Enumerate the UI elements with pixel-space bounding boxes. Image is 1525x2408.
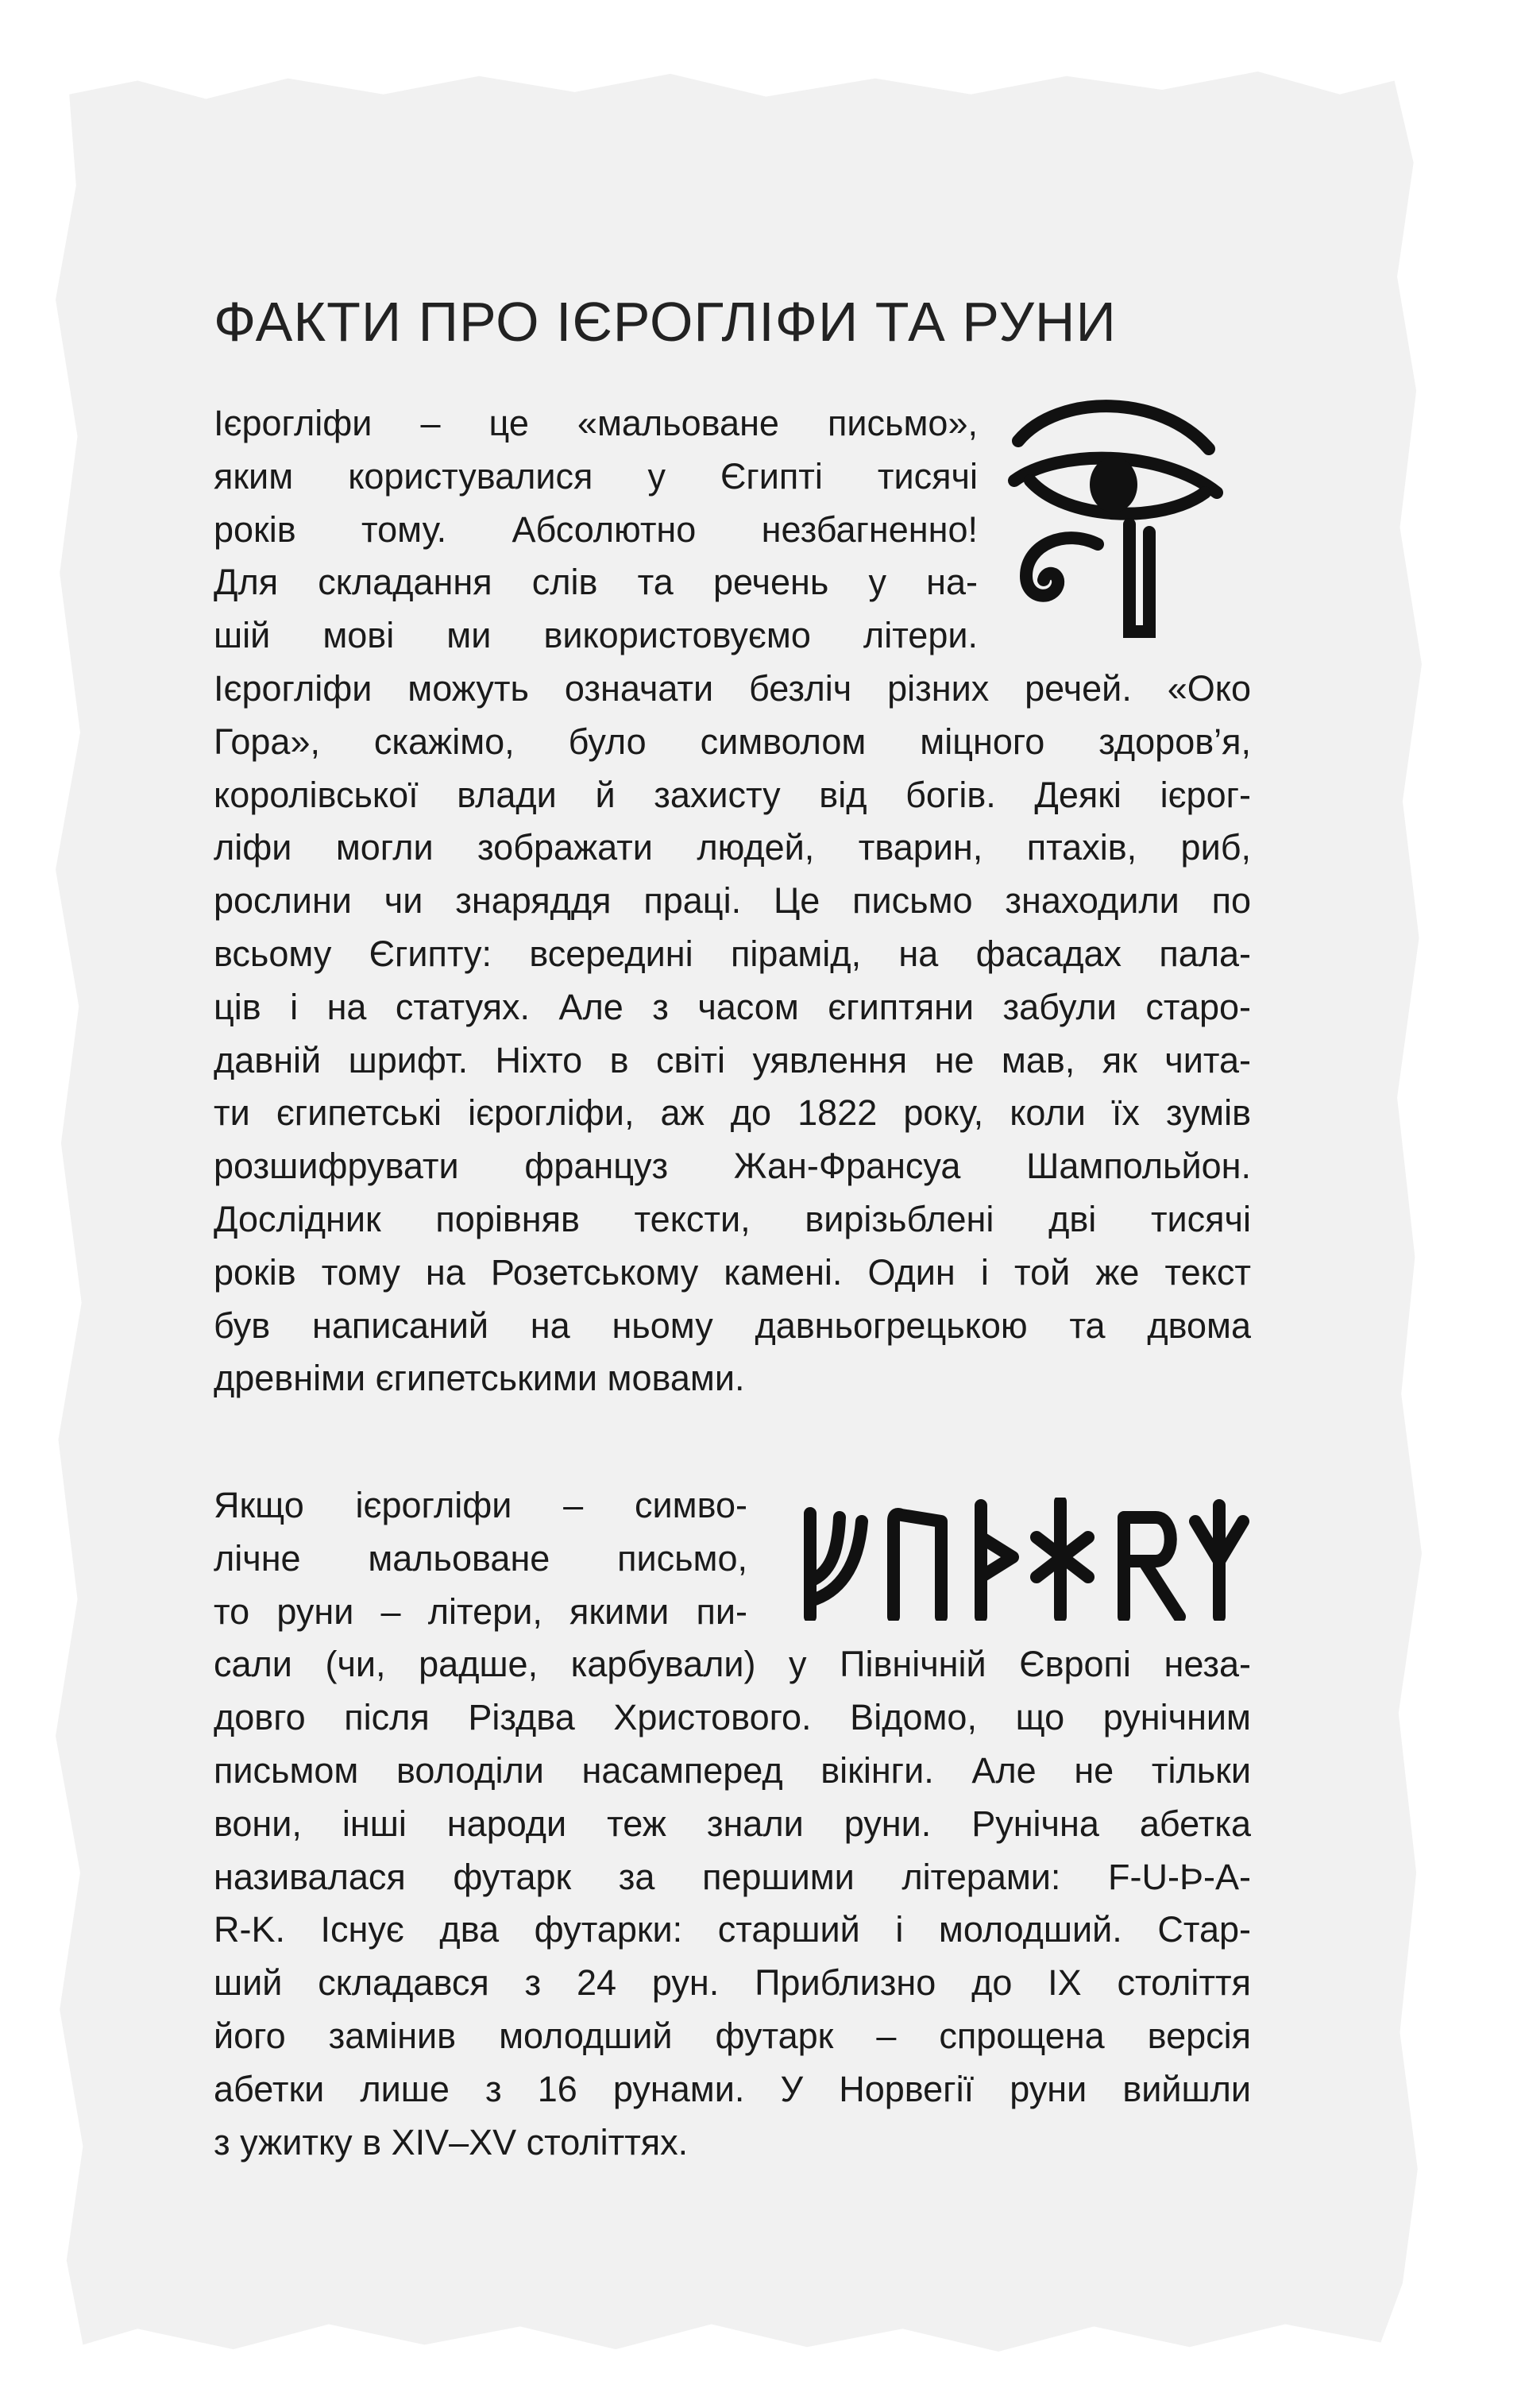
text-line: сали (чи, радше, карбували) у Північній Європі неза- (214, 1644, 1251, 1685)
text-line: Якщо ієрогліфи – симво- (214, 1485, 747, 1525)
text-line: ців і на статуях. Але з часом єгиптяни забули старо- (214, 986, 1251, 1027)
text-line: його замінив молодший футарк – спрощена версія (214, 2015, 1251, 2056)
page-title: ФАКТИ ПРО ІЄРОГЛІФИ ТА РУНИ (214, 290, 1117, 353)
text-line: Для складання слів та речень у на- (214, 562, 978, 603)
eye-of-horus-icon (1002, 393, 1225, 644)
text-line: давній шрифт. Ніхто в світі уявлення не мав, як чита- (214, 1039, 1251, 1080)
text-line: розшифрувати француз Жан-Франсуа Шампольйон. (214, 1146, 1251, 1187)
text-line: з ужитку в XIV–XV століттях. (214, 2121, 689, 2163)
text-line: ший складався з 24 рун. Приблизно до IX століття (214, 1962, 1251, 2004)
text-line: яким користувалися у Єгипті тисячі (214, 455, 978, 497)
text-line: ліфи могли зображати людей, тварин, птахів, риб, (214, 827, 1251, 868)
text-line: рослини чи знаряддя праці. Це письмо знаходили по (214, 880, 1251, 922)
text-line: древніми єгипетськими мовами. (214, 1358, 745, 1399)
text-line: років тому на Розетському камені. Один і той же текст (214, 1251, 1251, 1293)
runes-futhark-icon (782, 1498, 1255, 1621)
text-line: то руни – літери, якими пи- (214, 1591, 747, 1632)
text-line: Ієрогліфи можуть означати безліч різних речей. «Око (214, 667, 1251, 709)
text-line: Гора», скажімо, було символом міцного здоров’я, (214, 721, 1251, 762)
text-line: R-K. Існує два футарки: старший і молодший. Стар- (214, 1909, 1251, 1950)
text-line: королівської влади й захисту від богів. Деякі ієрог- (214, 774, 1251, 815)
text-line: вони, інші народи теж знали руни. Рунічна абетка (214, 1803, 1251, 1844)
text-line: лічне мальоване письмо, (214, 1537, 747, 1579)
text-line: був написаний на ньому давньогрецькою та двома (214, 1304, 1251, 1346)
text-line: називалася футарк за першими літерами: F-U-Þ-A- (214, 1856, 1251, 1897)
text-line: ти єгипетські ієрогліфи, аж до 1822 року, коли їх зумів (214, 1092, 1251, 1134)
text-line: всьому Єгипту: всередині пірамід, на фасадах пала- (214, 933, 1251, 974)
text-line: Дослідник порівняв тексти, вирізьблені дві тисячі (214, 1198, 1251, 1239)
text-line: довго після Різдва Христового. Відомо, що рунічним (214, 1697, 1251, 1738)
text-line: абетки лише з 16 рунами. У Норвегії руни вийшли (214, 2068, 1251, 2109)
text-line: Ієрогліфи – це «мальоване письмо», (214, 403, 978, 443)
text-line: років тому. Абсолютно незбагненно! (214, 508, 978, 550)
text-line: письмом володіли насамперед вікінги. Але не тільки (214, 1749, 1251, 1791)
text-line: шій мові ми використовуємо літери. (214, 615, 978, 656)
